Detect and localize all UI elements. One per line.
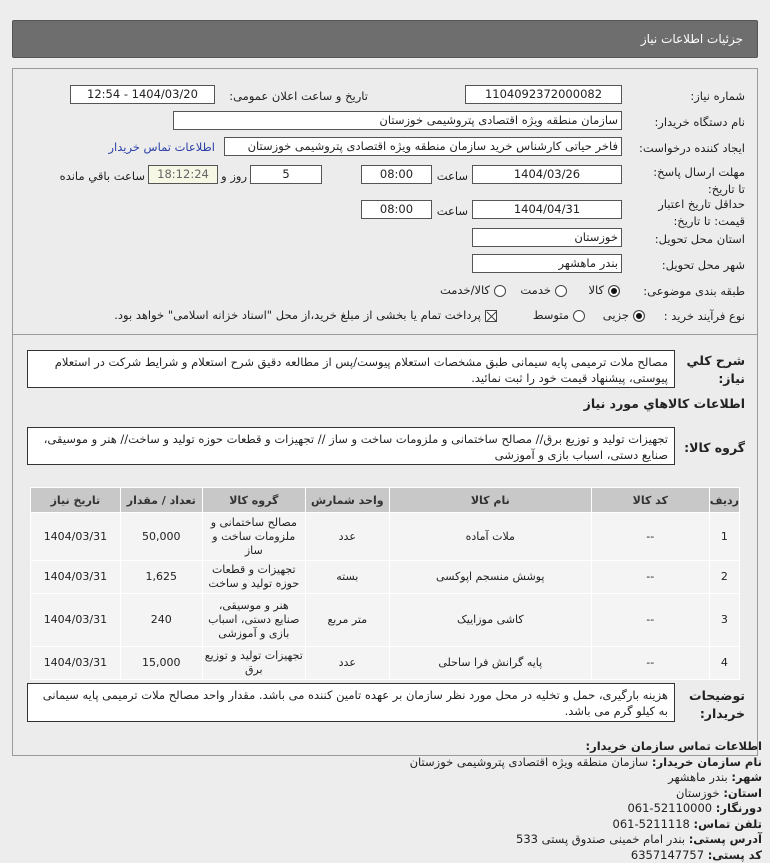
description-label: شرح کلي نياز: [685, 352, 745, 388]
cell-item-name: پوشش منسجم اپوکسی [389, 561, 591, 594]
treasury-payment-checkbox[interactable]: پرداخت تمام یا بخشی از مبلغ خرید،از محل "اسناد خزانه اسلامی" خواهد بود. [114, 308, 497, 322]
cell-item-code: -- [591, 594, 709, 647]
table-row [31, 647, 740, 680]
table-row [31, 561, 740, 594]
cell-item-group: تجهیزات و قطعات حوزه تولید و ساخت [202, 561, 305, 594]
validity-time-label: ساعت [437, 204, 468, 218]
contact-address: آدرس پستی: بندر امام خمینی صندوق پستی 533 [410, 832, 762, 848]
cell-item-code: -- [591, 561, 709, 594]
deadline-time-field[interactable]: 08:00 [361, 165, 432, 184]
cell-row-number: 1 [709, 513, 739, 561]
cell-item-name: ملات آماده [389, 513, 591, 561]
radio-icon [608, 285, 620, 297]
deadline-time-label: ساعت [437, 169, 468, 183]
goods-group-label: گروه کالا: [684, 440, 745, 455]
announce-label: تاریخ و ساعت اعلان عمومی: [229, 89, 368, 103]
radio-icon [555, 285, 567, 297]
col-date: تاریخ نیاز [31, 488, 121, 513]
checkbox-icon [485, 310, 497, 322]
need-number-label: شماره نیاز: [690, 89, 745, 103]
col-name: نام کالا [389, 488, 591, 513]
page-header [12, 20, 758, 58]
cell-row-number: 4 [709, 647, 739, 680]
cell-item-group: هنر و موسیقی، صنایع دستی، اسباب بازی و آموزشی [202, 594, 305, 647]
process-label: نوع فرآیند خرید : [664, 309, 745, 323]
col-group: گروه کالا [202, 488, 305, 513]
validity-time-field[interactable]: 08:00 [361, 200, 432, 219]
cell-need-date: 1404/03/31 [31, 647, 121, 680]
remaining-label: ساعت باقي مانده [60, 169, 145, 183]
cell-quantity: 15,000 [120, 647, 202, 680]
goods-table [30, 487, 740, 680]
divider [12, 334, 758, 335]
table-row [31, 513, 740, 561]
cell-item-code: -- [591, 513, 709, 561]
province-label: استان محل تحویل: [655, 232, 745, 246]
description-text: مصالح ملات ترمیمی پایه سیمانی طبق مشخصات استعلام پیوست/پس از مطالعه دقیق شرح استعلام و شرایط شرکت در استعلام پیوستی، پیشنهاد قیمت خود را ثبت نمائید. [27, 350, 675, 388]
cell-quantity: 50,000 [120, 513, 202, 561]
buyer-contact-link[interactable]: اطلاعات تماس خریدار [108, 140, 215, 154]
days-label: روز و [221, 169, 247, 183]
cell-unit: عدد [305, 647, 389, 680]
category-label: طبقه بندی موضوعی: [643, 284, 745, 298]
cell-quantity: 240 [120, 594, 202, 647]
cell-unit: متر مربع [305, 594, 389, 647]
table-row [31, 594, 740, 647]
cell-quantity: 1,625 [120, 561, 202, 594]
province-field[interactable]: خوزستان [472, 228, 622, 247]
process-radio-medium[interactable]: متوسط [533, 308, 585, 322]
radio-icon [633, 310, 645, 322]
contact-fax: دورنگار: 061-52110000 [410, 801, 762, 817]
deadline-date-field[interactable]: 1404/03/26 [472, 165, 622, 184]
cell-item-name: کاشی موزاییک [389, 594, 591, 647]
cell-unit: عدد [305, 513, 389, 561]
validity-date-field[interactable]: 1404/04/31 [472, 200, 622, 219]
contact-title: اطلاعات تماس سازمان خریدار: [410, 739, 762, 755]
process-radio-minor[interactable]: جزیی [603, 308, 645, 322]
days-field[interactable]: 5 [250, 165, 322, 184]
radio-icon [494, 285, 506, 297]
cell-row-number: 3 [709, 594, 739, 647]
category-radio-goods[interactable]: کالا [588, 283, 620, 297]
cell-row-number: 2 [709, 561, 739, 594]
contact-postal: کد پستی: 6357147757 [410, 848, 762, 863]
radio-icon [573, 310, 585, 322]
col-code: کد کالا [591, 488, 709, 513]
notes-label: توضیحات خریدار: [685, 687, 745, 723]
contact-phone: تلفن تماس: 061-5211118 [410, 817, 762, 833]
col-unit: واحد شمارش [305, 488, 389, 513]
buyer-label: نام دستگاه خریدار: [654, 115, 745, 129]
deadline-label: مهلت ارسال پاسخ: تا تاریخ: [645, 164, 745, 198]
cell-item-group: مصالح ساختمانی و ملزومات ساخت و ساز [202, 513, 305, 561]
city-label: شهر محل تحویل: [662, 258, 745, 272]
contact-city: شهر: بندر ماهشهر [410, 770, 762, 786]
category-radio-service[interactable]: خدمت [520, 283, 567, 297]
table-header-row [31, 488, 740, 513]
cell-item-group: تجهیزات تولید و توزیع برق [202, 647, 305, 680]
cell-item-code: -- [591, 647, 709, 680]
contact-province: استان: خوزستان [410, 786, 762, 802]
need-number-field[interactable]: 1104092372000082 [465, 85, 622, 104]
cell-need-date: 1404/03/31 [31, 594, 121, 647]
col-row: ردیف [709, 488, 739, 513]
cell-unit: بسته [305, 561, 389, 594]
col-qty: تعداد / مقدار [120, 488, 202, 513]
creator-label: ایجاد کننده درخواست: [639, 141, 745, 155]
contact-section [410, 739, 762, 863]
category-radio-goods-service[interactable]: کالا/خدمت [440, 283, 506, 297]
validity-label: حداقل تاریخ اعتبار قیمت: تا تاریخ: [645, 196, 745, 230]
cell-need-date: 1404/03/31 [31, 561, 121, 594]
page-title: جزئیات اطلاعات نیاز [641, 32, 743, 46]
announce-field[interactable]: 1404/03/20 - 12:54 [70, 85, 215, 104]
cell-need-date: 1404/03/31 [31, 513, 121, 561]
creator-field[interactable]: فاخر حیاتی کارشناس خرید سازمان منطقه ویژه اقتصادی پتروشیمی خوزستان [224, 137, 622, 156]
city-field[interactable]: بندر ماهشهر [472, 254, 622, 273]
contact-org: نام سازمان خریدار: سازمان منطقه ویژه اقتصادی پتروشیمی خوزستان [410, 755, 762, 771]
cell-item-name: پایه گرانش فرا ساحلی [389, 647, 591, 680]
buyer-field[interactable]: سازمان منطقه ویژه اقتصادی پتروشیمی خوزستان [173, 111, 622, 130]
goods-section-title: اطلاعات کالاهاي مورد نياز [584, 396, 745, 411]
remaining-time-field: 18:12:24 [148, 165, 218, 184]
notes-text: هزینه بارگیری، حمل و تخلیه در محل مورد نظر سازمان بر عهده تامین کننده می باشد. مقدار واحد مصالح ملات ترمیمی پایه سیمانی به کیلو گرم می باشد. [27, 683, 675, 722]
goods-group-text: تجهیزات تولید و توزیع برق// مصالح ساختمانی و ملزومات ساخت و ساز // تجهیزات و قطعات حوزه تولید و ساخت// هنر و موسیقی، صنایع دستی، اسباب بازی و آموزشی [27, 427, 675, 465]
